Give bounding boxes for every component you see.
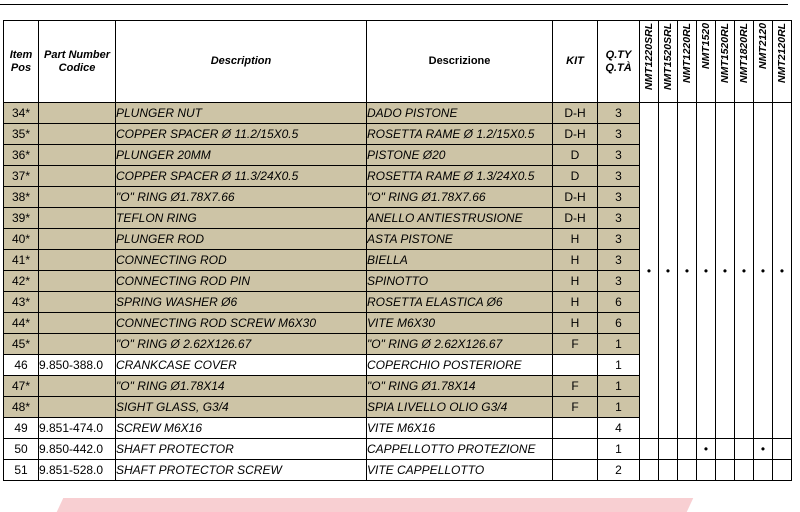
part-number-cell	[39, 334, 116, 355]
model-applicability-mark: •	[773, 103, 792, 439]
model-applicability-mark	[640, 460, 659, 481]
qty-cell: 3	[598, 103, 640, 124]
header-descrizione: Descrizione	[367, 21, 553, 103]
qty-cell: 3	[598, 250, 640, 271]
table-row	[4, 103, 792, 124]
model-applicability-mark: •	[697, 439, 716, 460]
qty-cell: 3	[598, 166, 640, 187]
qty-cell: 1	[598, 439, 640, 460]
header-model: NMT1520RL	[716, 21, 735, 103]
descrizione-cell: CAPPELLOTTO PROTEZIONE	[367, 439, 553, 460]
description-cell: CONNECTING ROD PIN	[116, 271, 367, 292]
part-number-cell	[39, 271, 116, 292]
header-description: Description	[116, 21, 367, 103]
qty-cell: 1	[598, 355, 640, 376]
descrizione-cell: VITE M6X16	[367, 418, 553, 439]
part-number-cell	[39, 208, 116, 229]
qty-cell: 6	[598, 313, 640, 334]
model-applicability-mark	[697, 460, 716, 481]
model-applicability-mark	[716, 439, 735, 460]
kit-cell: H	[553, 250, 598, 271]
model-applicability-mark	[640, 439, 659, 460]
kit-cell: D-H	[553, 124, 598, 145]
model-applicability-mark: •	[697, 103, 716, 439]
description-cell: CONNECTING ROD	[116, 250, 367, 271]
header-model: NMT2120	[754, 21, 773, 103]
kit-cell: D	[553, 145, 598, 166]
model-applicability-mark	[735, 439, 754, 460]
qty-cell: 6	[598, 292, 640, 313]
model-applicability-mark	[659, 460, 678, 481]
part-number-cell	[39, 250, 116, 271]
part-number-cell	[39, 124, 116, 145]
qty-cell: 3	[598, 145, 640, 166]
item-pos-cell: 35*	[4, 124, 39, 145]
part-number-cell: 9.850-388.0	[39, 355, 116, 376]
item-pos-cell: 38*	[4, 187, 39, 208]
description-cell: "O" RING Ø1.78X7.66	[116, 187, 367, 208]
description-cell: "O" RING Ø1.78X14	[116, 376, 367, 397]
top-rule	[0, 4, 788, 5]
table-row	[4, 460, 792, 481]
item-pos-cell: 43*	[4, 292, 39, 313]
model-applicability-mark: •	[735, 103, 754, 439]
item-pos-cell: 46	[4, 355, 39, 376]
descrizione-cell: "O" RING Ø1.78X7.66	[367, 187, 553, 208]
descrizione-cell: BIELLA	[367, 250, 553, 271]
descrizione-cell: ROSETTA RAME Ø 1.2/15X0.5	[367, 124, 553, 145]
header-part-number: Part Number Codice	[39, 21, 116, 103]
part-number-cell	[39, 187, 116, 208]
model-applicability-mark: •	[659, 103, 678, 439]
header-kit: KIT	[553, 21, 598, 103]
model-applicability-mark: •	[754, 439, 773, 460]
part-number-cell	[39, 313, 116, 334]
description-cell: PLUNGER 20MM	[116, 145, 367, 166]
model-applicability-mark: •	[716, 103, 735, 439]
qty-cell: 3	[598, 124, 640, 145]
qty-cell: 3	[598, 271, 640, 292]
description-cell: CRANKCASE COVER	[116, 355, 367, 376]
description-cell: SPRING WASHER Ø6	[116, 292, 367, 313]
kit-cell	[553, 460, 598, 481]
descrizione-cell: VITE M6X30	[367, 313, 553, 334]
kit-cell: F	[553, 376, 598, 397]
description-cell: CONNECTING ROD SCREW M6X30	[116, 313, 367, 334]
descrizione-cell: SPIA LIVELLO OLIO G3/4	[367, 397, 553, 418]
model-applicability-mark: •	[678, 103, 697, 439]
kit-cell: H	[553, 313, 598, 334]
item-pos-cell: 36*	[4, 145, 39, 166]
model-applicability-mark	[754, 460, 773, 481]
description-cell: TEFLON RING	[116, 208, 367, 229]
description-cell: "O" RING Ø 2.62X126.67	[116, 334, 367, 355]
item-pos-cell: 47*	[4, 376, 39, 397]
item-pos-cell: 40*	[4, 229, 39, 250]
descrizione-cell: COPERCHIO POSTERIORE	[367, 355, 553, 376]
model-applicability-mark	[773, 439, 792, 460]
qty-cell: 4	[598, 418, 640, 439]
kit-cell: D-H	[553, 208, 598, 229]
kit-cell	[553, 439, 598, 460]
item-pos-cell: 44*	[4, 313, 39, 334]
descrizione-cell: "O" RING Ø 2.62X126.67	[367, 334, 553, 355]
header-model: NMT2120RL	[773, 21, 792, 103]
part-number-cell: 9.851-474.0	[39, 418, 116, 439]
kit-cell: H	[553, 271, 598, 292]
item-pos-cell: 48*	[4, 397, 39, 418]
qty-cell: 1	[598, 376, 640, 397]
kit-cell: D-H	[553, 187, 598, 208]
item-pos-cell: 45*	[4, 334, 39, 355]
model-applicability-mark: •	[640, 103, 659, 439]
item-pos-cell: 41*	[4, 250, 39, 271]
part-number-cell	[39, 229, 116, 250]
qty-cell: 3	[598, 208, 640, 229]
part-number-cell	[39, 376, 116, 397]
item-pos-cell: 49	[4, 418, 39, 439]
description-cell: SIGHT GLASS, G3/4	[116, 397, 367, 418]
header-item-pos: Item Pos	[4, 21, 39, 103]
header-model: NMT1520SRL	[659, 21, 678, 103]
header-model: NMT1820RL	[735, 21, 754, 103]
qty-cell: 1	[598, 334, 640, 355]
part-number-cell	[39, 145, 116, 166]
descrizione-cell: "O" RING Ø1.78X14	[367, 376, 553, 397]
kit-cell: D-H	[553, 103, 598, 124]
part-number-cell: 9.850-442.0	[39, 439, 116, 460]
header-row	[4, 21, 792, 103]
header-model: NMT1220SRL	[640, 21, 659, 103]
kit-cell: F	[553, 334, 598, 355]
part-number-cell: 9.851-528.0	[39, 460, 116, 481]
header-model: NMT1220RL	[678, 21, 697, 103]
item-pos-cell: 42*	[4, 271, 39, 292]
part-number-cell	[39, 397, 116, 418]
watermark-stripe	[57, 498, 694, 512]
kit-cell: F	[553, 397, 598, 418]
kit-cell: H	[553, 229, 598, 250]
descrizione-cell: PISTONE Ø20	[367, 145, 553, 166]
descrizione-cell: VITE CAPPELLOTTO	[367, 460, 553, 481]
header-model: NMT1520	[697, 21, 716, 103]
model-applicability-mark	[659, 439, 678, 460]
qty-cell: 1	[598, 397, 640, 418]
part-number-cell	[39, 292, 116, 313]
part-number-cell	[39, 166, 116, 187]
descrizione-cell: ASTA PISTONE	[367, 229, 553, 250]
model-applicability-mark	[716, 460, 735, 481]
part-number-cell	[39, 103, 116, 124]
description-cell: SHAFT PROTECTOR SCREW	[116, 460, 367, 481]
model-applicability-mark	[678, 439, 697, 460]
description-cell: COPPER SPACER Ø 11.3/24X0.5	[116, 166, 367, 187]
qty-cell: 2	[598, 460, 640, 481]
model-applicability-mark	[735, 460, 754, 481]
table-row	[4, 439, 792, 460]
descrizione-cell: SPINOTTO	[367, 271, 553, 292]
model-applicability-mark: •	[754, 103, 773, 439]
item-pos-cell: 34*	[4, 103, 39, 124]
description-cell: SHAFT PROTECTOR	[116, 439, 367, 460]
description-cell: COPPER SPACER Ø 11.2/15X0.5	[116, 124, 367, 145]
item-pos-cell: 39*	[4, 208, 39, 229]
kit-cell	[553, 355, 598, 376]
kit-cell: D	[553, 166, 598, 187]
model-applicability-mark	[773, 460, 792, 481]
model-applicability-mark	[678, 460, 697, 481]
header-qty: Q.TY Q.TÀ	[598, 21, 640, 103]
item-pos-cell: 50	[4, 439, 39, 460]
description-cell: PLUNGER NUT	[116, 103, 367, 124]
descrizione-cell: DADO PISTONE	[367, 103, 553, 124]
descrizione-cell: ROSETTA ELASTICA Ø6	[367, 292, 553, 313]
item-pos-cell: 37*	[4, 166, 39, 187]
descrizione-cell: ANELLO ANTIESTRUSIONE	[367, 208, 553, 229]
parts-table	[3, 20, 792, 481]
descrizione-cell: ROSETTA RAME Ø 1.3/24X0.5	[367, 166, 553, 187]
kit-cell	[553, 418, 598, 439]
description-cell: SCREW M6X16	[116, 418, 367, 439]
description-cell: PLUNGER ROD	[116, 229, 367, 250]
item-pos-cell: 51	[4, 460, 39, 481]
qty-cell: 3	[598, 229, 640, 250]
qty-cell: 3	[598, 187, 640, 208]
kit-cell: H	[553, 292, 598, 313]
